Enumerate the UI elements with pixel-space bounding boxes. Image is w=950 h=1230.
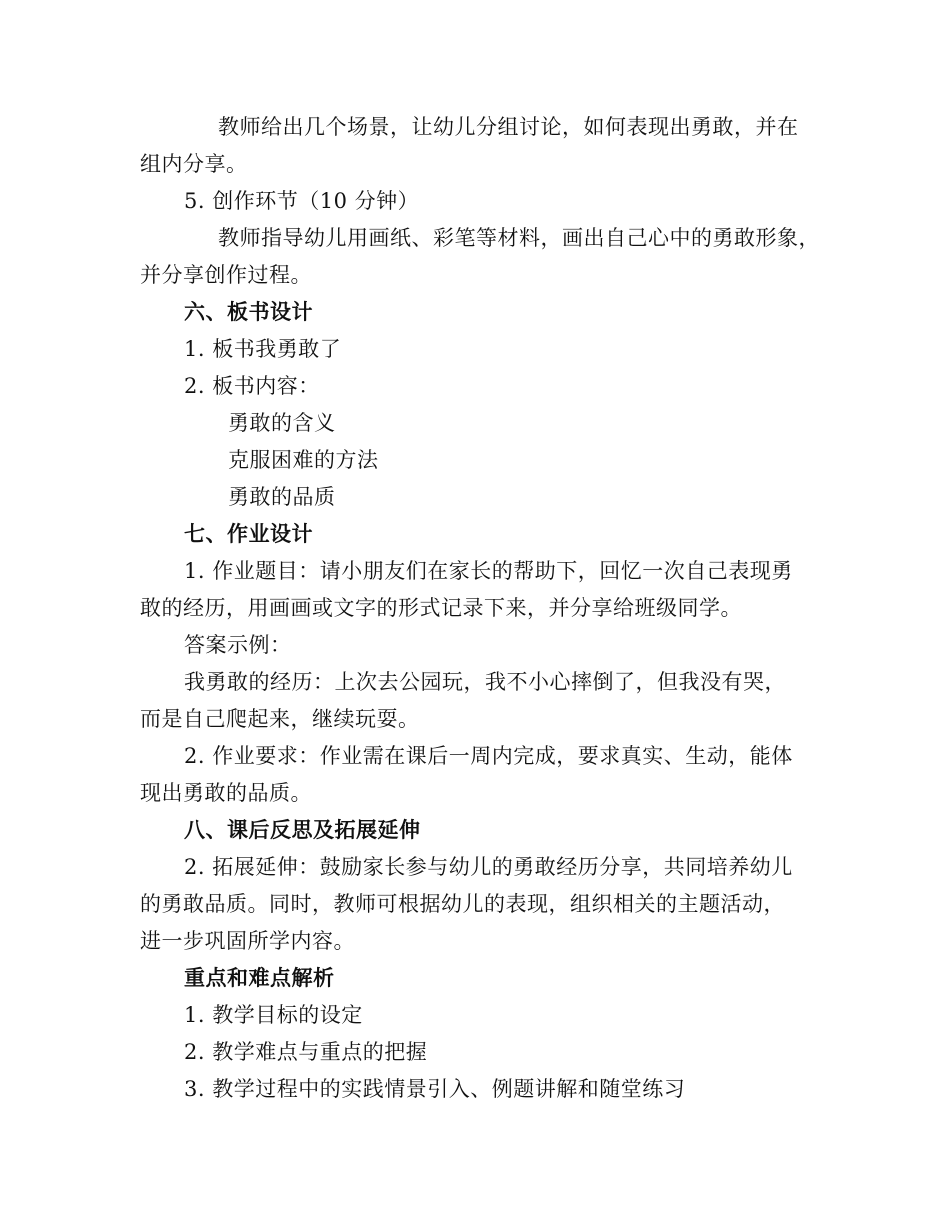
paragraph-line: 并分享创作过程。 (140, 263, 312, 287)
list-item: 1. 板书我勇敢了 (184, 337, 342, 361)
paragraph-line: 我勇敢的经历：上次去公园玩，我不小心摔倒了，但我没有哭， (184, 670, 786, 694)
section-heading: 七、作业设计 (184, 521, 313, 546)
list-item: 2. 教学难点与重点的把握 (184, 1040, 428, 1064)
paragraph-line: 进一步巩固所学内容。 (140, 929, 355, 953)
list-item: 5. 创作环节（10 分钟） (184, 189, 420, 213)
section-heading: 六、板书设计 (184, 299, 313, 324)
list-item: 1. 作业题目：请小朋友们在家长的帮助下，回忆一次自己表现勇 (184, 559, 793, 583)
paragraph-line: 教师给出几个场景，让幼儿分组讨论，如何表现出勇敢，并在 (218, 115, 799, 139)
paragraph-line: 组内分享。 (140, 152, 248, 176)
list-item: 2. 板书内容： (184, 374, 320, 398)
list-item: 3. 教学过程中的实践情景引入、例题讲解和随堂练习 (184, 1077, 686, 1101)
paragraph-line: 而是自己爬起来，继续玩耍。 (140, 707, 420, 731)
sub-item: 勇敢的品质 (228, 485, 336, 509)
paragraph-line: 敢的经历，用画画或文字的形式记录下来，并分享给班级同学。 (140, 596, 742, 620)
section-heading: 重点和难点解析 (184, 965, 335, 990)
list-item: 2. 作业要求：作业需在课后一周内完成，要求真实、生动，能体 (184, 744, 793, 768)
paragraph-line: 现出勇敢的品质。 (140, 781, 312, 805)
sub-item: 勇敢的含义 (228, 411, 336, 435)
paragraph-line: 的勇敢品质。同时，教师可根据幼儿的表现，组织相关的主题活动， (140, 892, 785, 916)
paragraph-line: 答案示例： (184, 633, 292, 657)
section-heading: 八、课后反思及拓展延伸 (184, 817, 421, 842)
sub-item: 克服困难的方法 (228, 448, 379, 472)
paragraph-line: 教师指导幼儿用画纸、彩笔等材料，画出自己心中的勇敢形象， (218, 226, 820, 250)
list-item: 1. 教学目标的设定 (184, 1003, 363, 1027)
list-item: 2. 拓展延伸：鼓励家长参与幼儿的勇敢经历分享，共同培养幼儿 (184, 855, 793, 879)
